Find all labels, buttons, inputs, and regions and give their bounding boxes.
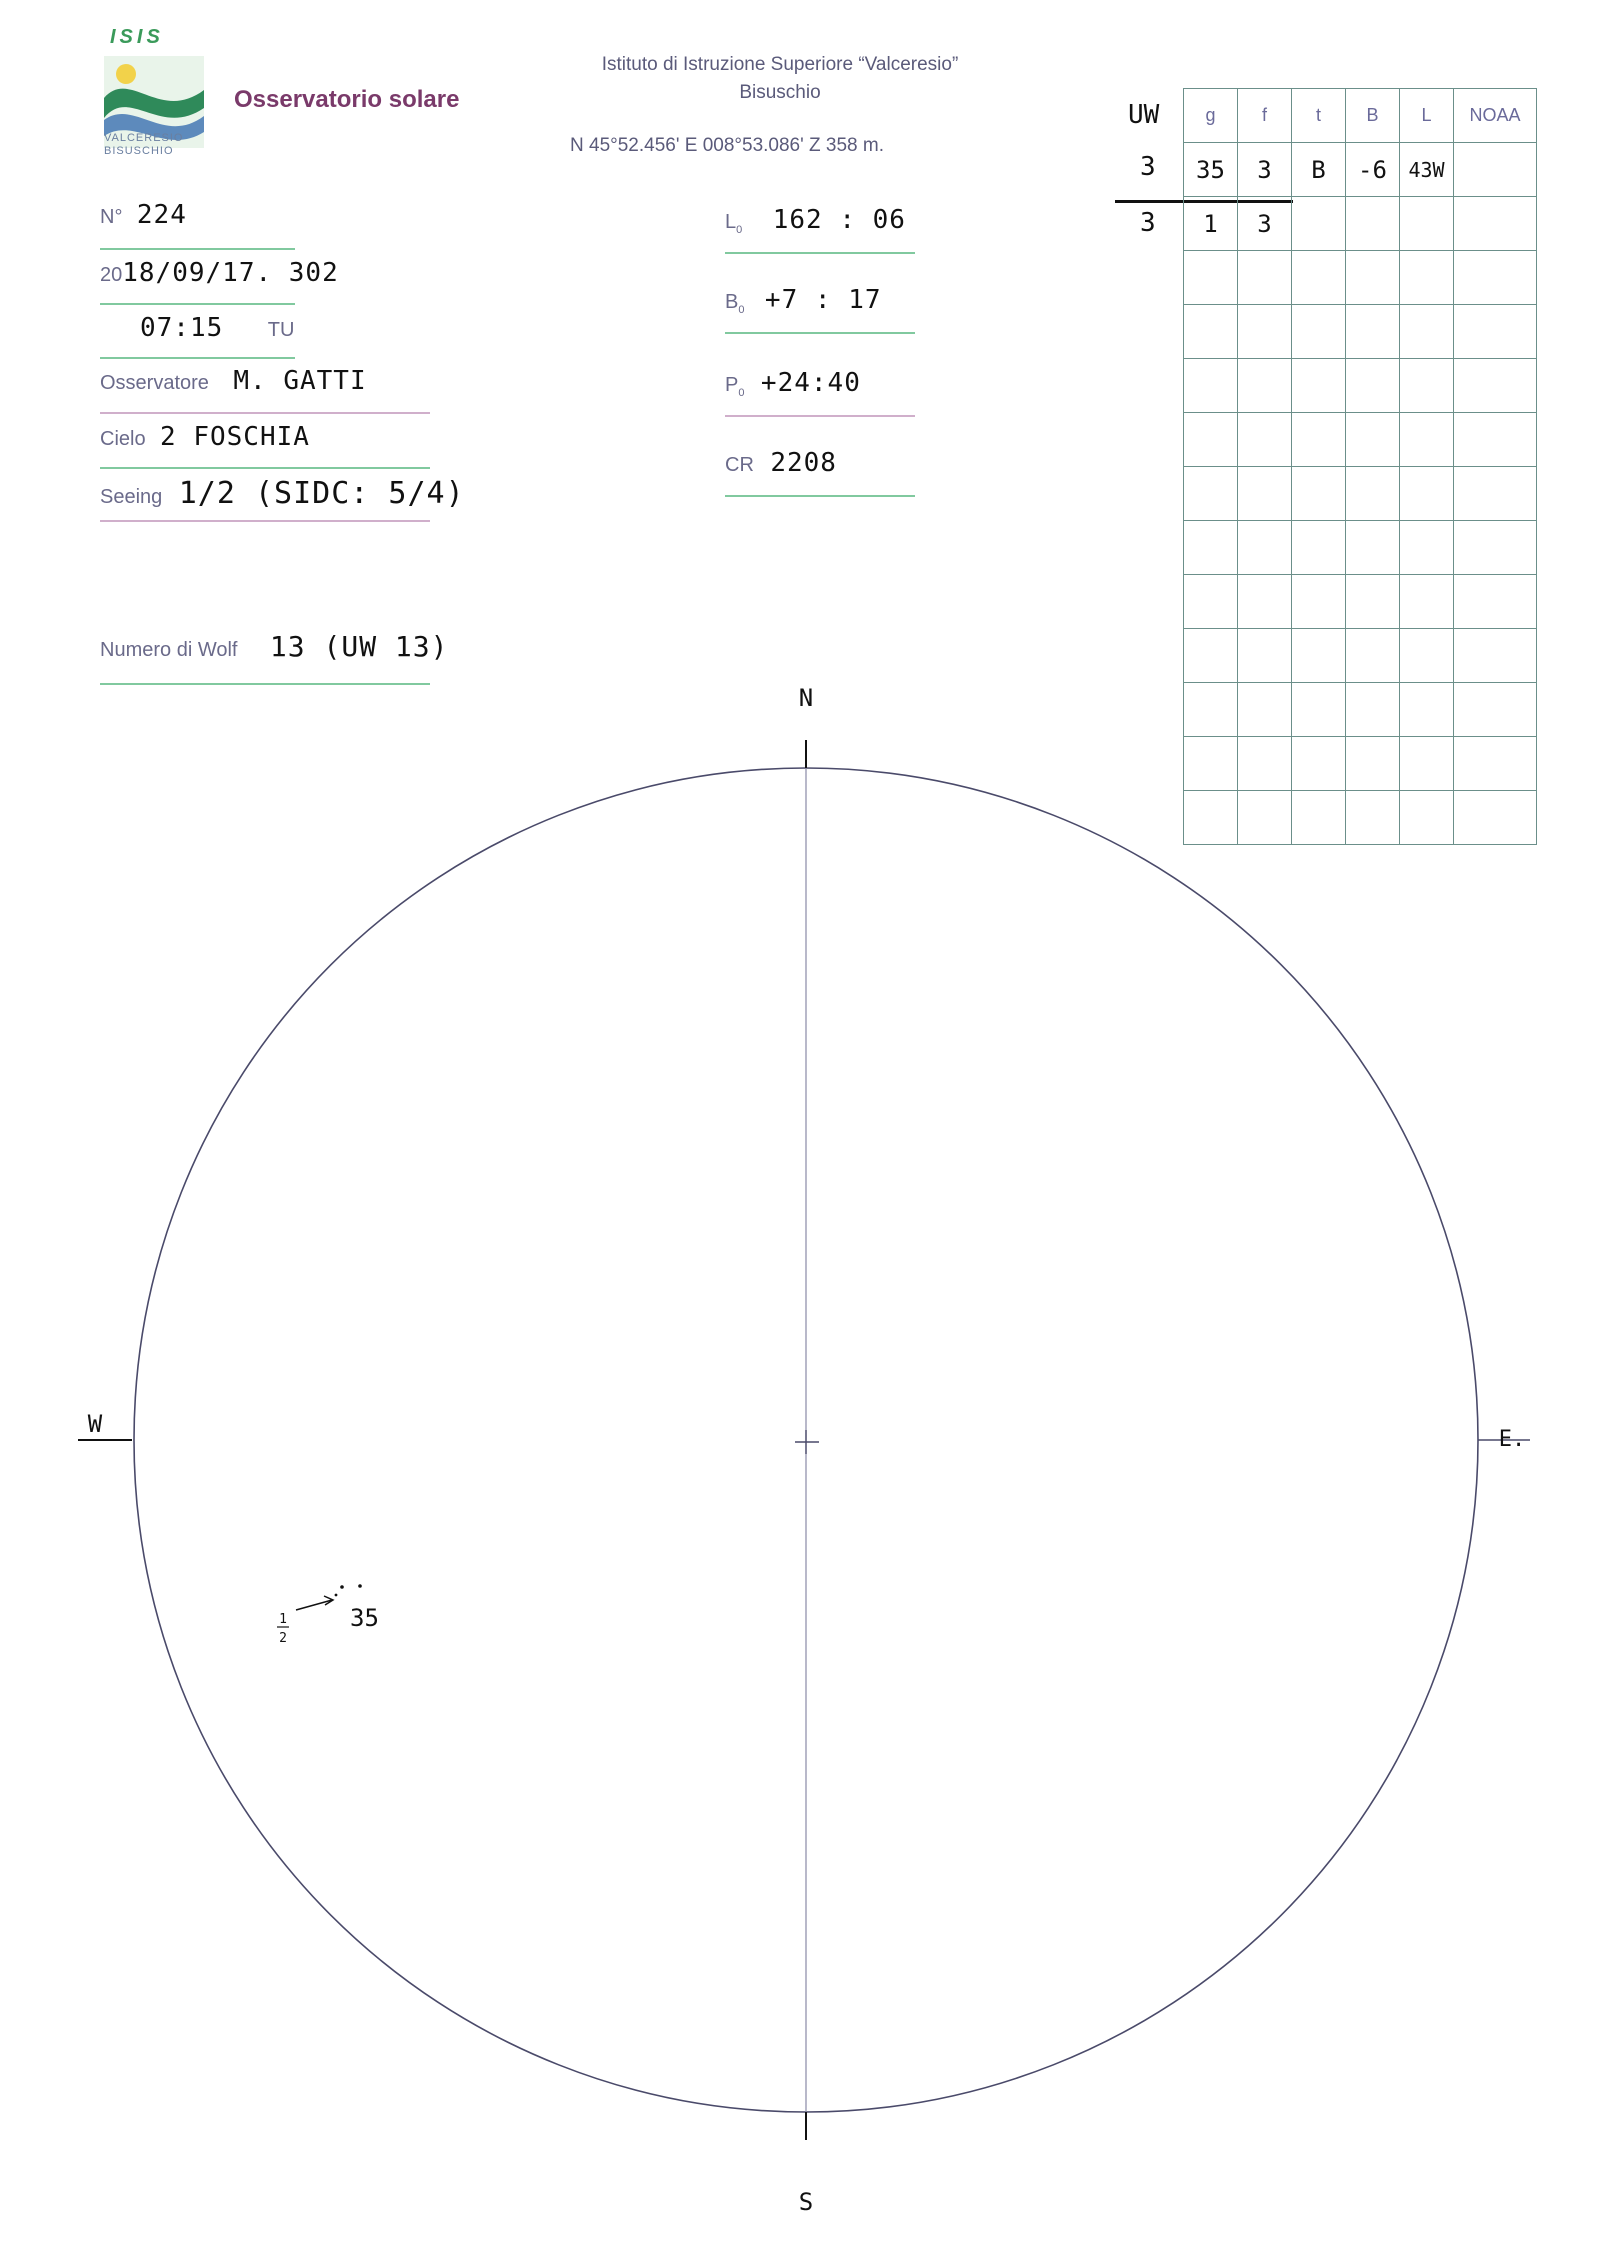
sky-value: 2 FOSCHIA: [160, 422, 310, 452]
logo-subtitle-2: BISUSCHIO: [104, 145, 174, 157]
header-b: B: [1346, 89, 1400, 143]
sunspot: [358, 1584, 362, 1588]
time-value: 07:15: [140, 313, 224, 343]
uw-value-2: 3: [1140, 208, 1156, 238]
header-g: g: [1184, 89, 1238, 143]
cell-b: -6: [1346, 143, 1400, 197]
date-printed-prefix: 20: [100, 264, 123, 286]
logo-subtitle-1: VALCERESIO: [104, 132, 184, 144]
cell-l: 43W: [1400, 143, 1454, 197]
seeing-label: Seeing: [100, 486, 163, 508]
number-label: N°: [100, 206, 123, 228]
observer-value: M. GATTI: [233, 366, 367, 396]
group-note-denominator: 2: [279, 1631, 287, 1646]
logo-acronym: ISIS: [110, 26, 164, 48]
seeing-value: 1/2 (SIDC: 5/4): [178, 476, 465, 511]
l0-value: 162 : 06: [772, 205, 906, 235]
date-value: 18/09/17. 302: [122, 258, 339, 288]
cell-g: 1: [1184, 197, 1238, 251]
b0-label: $B_0$: [725, 291, 745, 316]
cr-value: 2208: [770, 448, 837, 478]
north-label: N: [798, 684, 814, 712]
wolf-value: 13 (UW 13): [269, 630, 449, 663]
p0-value: +24:40: [760, 368, 861, 398]
header-f: f: [1238, 89, 1292, 143]
wolf-label: Numero di Wolf: [100, 639, 238, 661]
east-label: E.: [1498, 1427, 1526, 1452]
l0-label: $L_0$: [725, 211, 743, 236]
p0-label: $P_0$: [725, 374, 745, 399]
uw-header: UW: [1128, 100, 1160, 130]
south-label: S: [798, 2188, 814, 2216]
group-number-label: 35: [350, 1604, 379, 1632]
cell-t: B: [1292, 143, 1346, 197]
header-l: L: [1400, 89, 1454, 143]
cell-g: 35: [1184, 143, 1238, 197]
cell-f: 3: [1238, 143, 1292, 197]
cr-label: CR: [725, 454, 754, 476]
institute-town: Bisuschio: [739, 82, 821, 103]
sunspot: [340, 1585, 344, 1589]
number-value: 224: [136, 200, 187, 230]
page-title: Osservatorio solare: [234, 86, 460, 113]
observatory-coordinates: N 45°52.456' E 008°53.086' Z 358 m.: [570, 135, 884, 156]
header-t: t: [1292, 89, 1346, 143]
cell-f: 3: [1238, 197, 1292, 251]
uw-value-1: 3: [1140, 152, 1156, 182]
observer-label: Osservatore: [100, 372, 209, 394]
group-arrow: [296, 1600, 332, 1610]
group-note-numerator: 1: [279, 1612, 287, 1627]
west-label: W: [87, 1410, 103, 1438]
sunspot: [335, 1594, 338, 1597]
sky-label: Cielo: [100, 428, 146, 450]
b0-value: +7 : 17: [764, 285, 882, 315]
time-unit: TU: [267, 319, 295, 341]
institute-name: Istituto di Istruzione Superiore “Valceresio”: [601, 54, 959, 75]
header-noaa: NOAA: [1454, 89, 1537, 143]
